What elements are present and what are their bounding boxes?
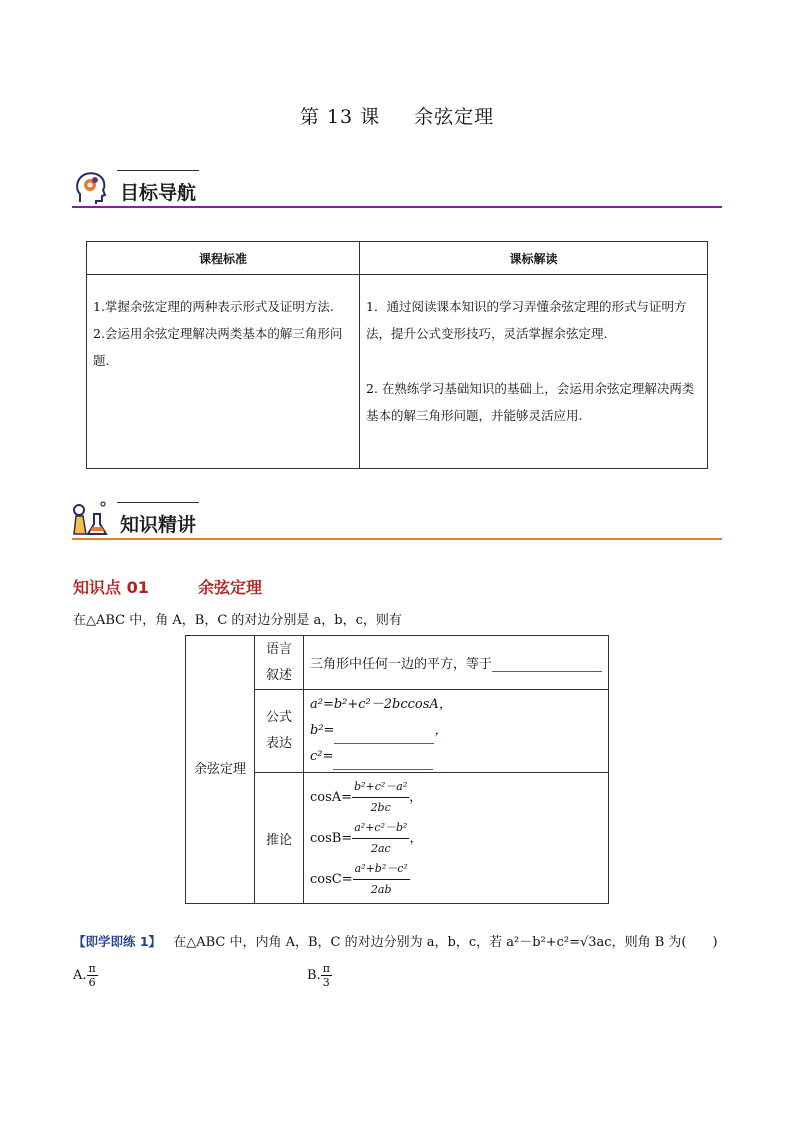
formula-label: 公式表达	[255, 690, 304, 773]
language-cell	[304, 636, 609, 690]
goals-standard-cell	[87, 275, 360, 469]
lesson-topic: 余弦定理	[414, 106, 495, 128]
formula-c-blank[interactable]	[333, 755, 433, 770]
goals-header-interpretation: 课标解读	[360, 242, 708, 275]
corollary-cosB: cosB= $\frac{\text{a²+c²－b²}}{2ac}$ ，	[310, 818, 602, 859]
language-label: 语言叙述	[255, 636, 304, 690]
corollary-cell	[304, 773, 609, 904]
goals-standard-item-1: 1.掌握余弦定理的两种表示形式及证明方法.	[93, 299, 334, 314]
formula-b-row: b²= ，	[310, 718, 602, 744]
corollary-label: 推论	[255, 773, 304, 904]
chemistry-flask-icon	[70, 498, 110, 542]
section1-top-line	[117, 170, 199, 171]
language-blank[interactable]	[492, 657, 602, 672]
knowledge-intro: 在△ABC 中，角 A，B，C 的对边分别是 a，b，c，则有	[73, 613, 402, 628]
practice-question: 在△ABC 中，内角 A，B，C 的对边分别为 a，b，c，若 a²－b²+c²=√3ac，则角 B 为( )	[173, 935, 718, 950]
goals-table	[86, 241, 708, 469]
practice-tag: 【即学即练 1】	[73, 934, 162, 949]
section1-title: 目标导航	[120, 182, 197, 204]
goals-interpretation-item-2: 2. 在熟练学习基础知识的基础上，会运用余弦定理解决两类基本的解三角形问题，并能够灵活应用.	[366, 381, 695, 423]
goals-interpretation-cell	[360, 275, 708, 469]
goals-standard-item-2: 2.会运用余弦定理解决两类基本的解三角形问题.	[93, 326, 343, 368]
goals-interpretation-item-1: 1．通过阅读课本知识的学习弄懂余弦定理的形式与证明方法，提升公式变形技巧，灵活掌握余弦定理.	[366, 299, 687, 341]
knowledge-point-name: 余弦定理	[198, 578, 263, 597]
formula-b-blank[interactable]	[334, 729, 434, 744]
knowledge-point-label: 知识点 01	[73, 578, 149, 597]
goals-header-standard: 课程标准	[87, 242, 360, 275]
corollary-cosC: cosC= $\frac{\text{a²+b²－c²}}{2ab}$	[310, 859, 602, 900]
cosine-law-row-head: 余弦定理	[186, 636, 255, 904]
corollary-cosA: cosA= $\frac{\text{b²+c²－a²}}{2bc}$ ，	[310, 777, 602, 818]
option-a[interactable]: A. $\frac{\pi}{6}$	[73, 962, 96, 989]
option-b[interactable]: B. $\frac{\pi}{3}$	[307, 962, 330, 989]
section2-rule	[72, 538, 722, 540]
section2-top-line	[117, 502, 199, 503]
formula-b: b²=	[310, 723, 335, 738]
lesson-number: 第 13 课	[299, 106, 381, 128]
formula-a: a²=b²+c²－2bccosA，	[310, 697, 452, 712]
page-title	[0, 102, 794, 129]
formula-cell	[304, 690, 609, 773]
section2-title: 知识精讲	[120, 514, 197, 536]
cosine-law-table	[185, 635, 609, 904]
formula-c-row	[310, 744, 602, 770]
formula-c: c²=	[310, 749, 334, 764]
practice-question-row	[73, 931, 733, 950]
section1-rule	[72, 206, 722, 208]
language-text: 三角形中任何一边的平方，等于	[310, 657, 493, 672]
